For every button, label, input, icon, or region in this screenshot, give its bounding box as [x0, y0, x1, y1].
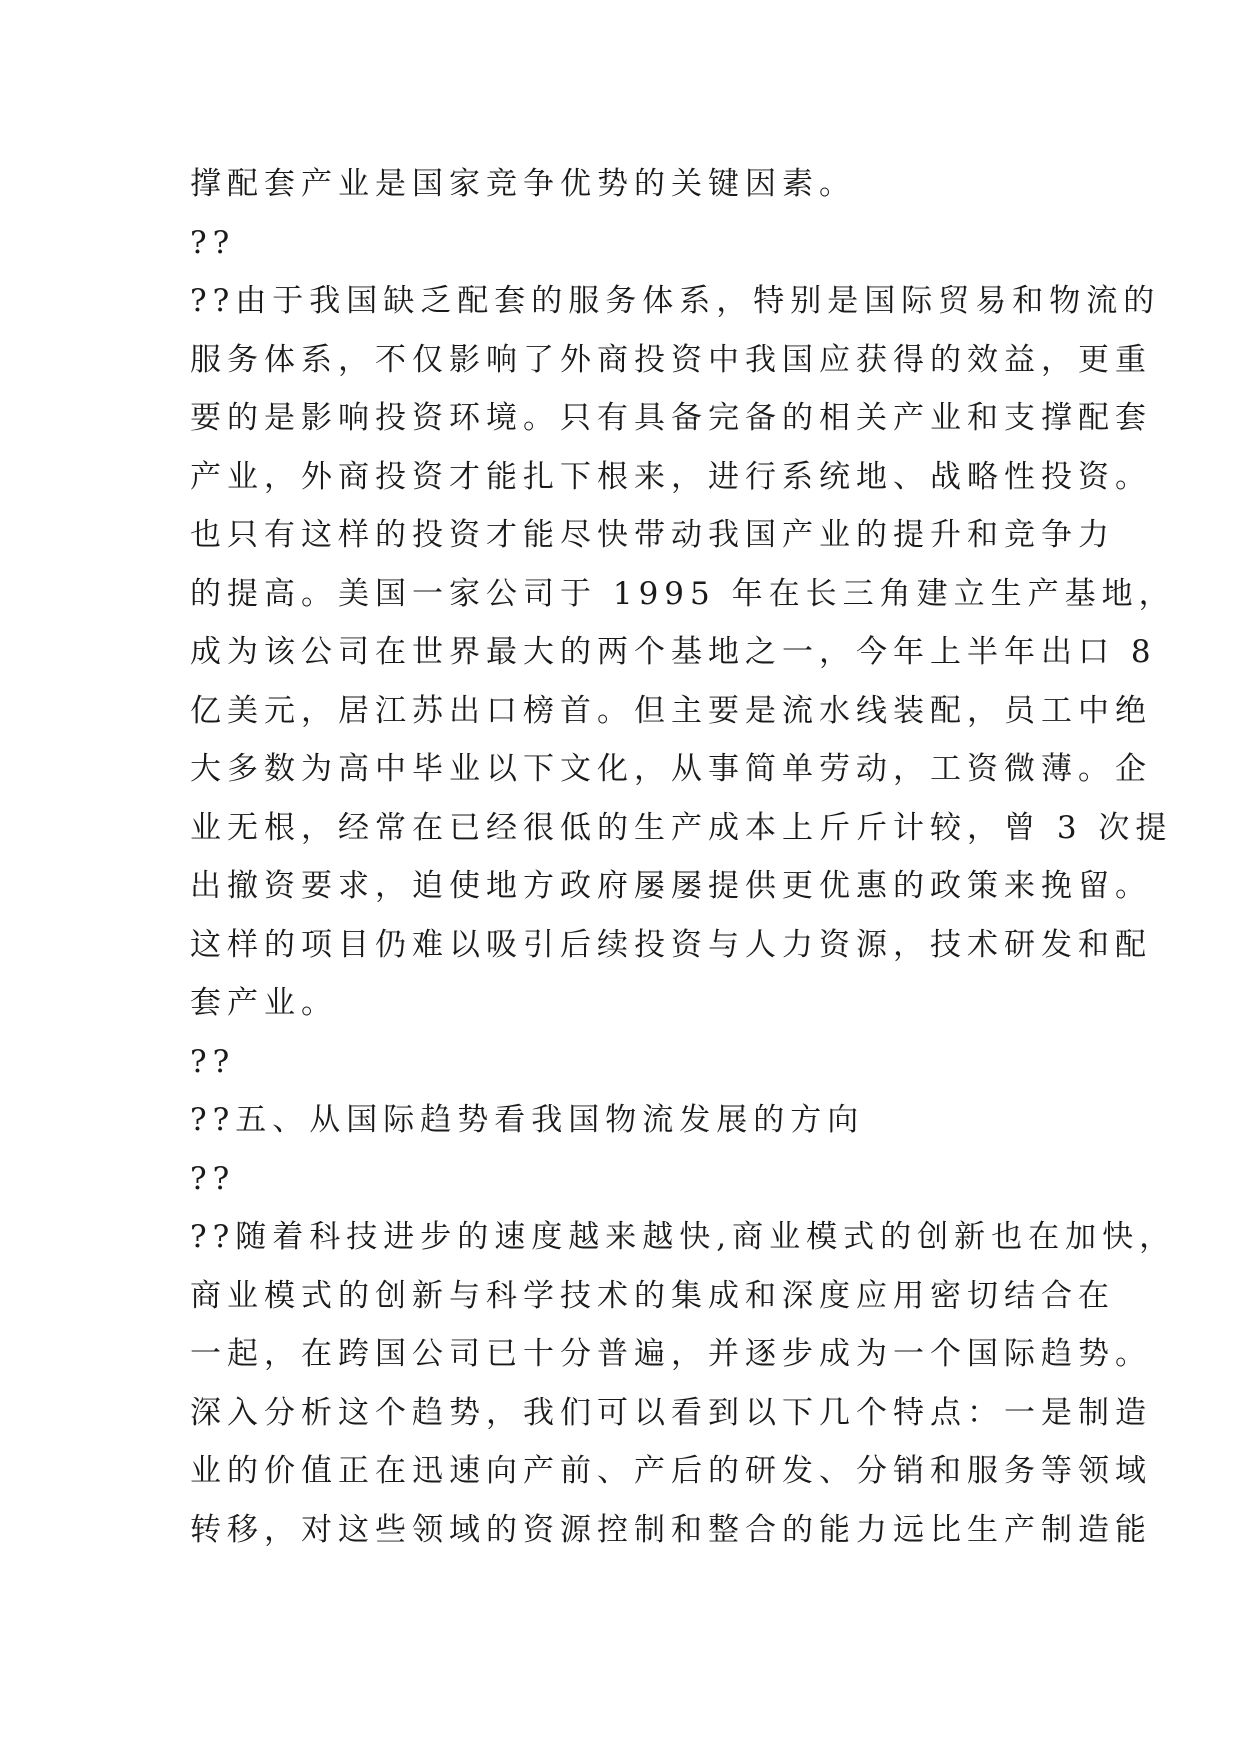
text-line: ?? — [190, 1043, 236, 1080]
text-line: ??由于我国缺乏配套的服务体系，特别是国际贸易和物流的 — [190, 283, 1161, 319]
text-line: 也只有这样的投资才能尽快带动我国产业的提升和竞争力 — [190, 517, 1115, 553]
text-line: 业无根，经常在已经很低的生产成本上斤斤计较，曾 3 次提 — [190, 809, 1173, 846]
text-line: 转移，对这些领域的资源控制和整合的能力远比生产制造能 — [190, 1511, 1152, 1548]
text-line: 成为该公司在世界最大的两个基地之一，今年上半年出口 8 — [190, 634, 1157, 670]
text-line: 出撤资要求，迫使地方政府屡屡提供更优惠的政策来挽留。 — [190, 868, 1152, 904]
text-line: 商业模式的创新与科学技术的集成和深度应用密切结合在 — [190, 1277, 1115, 1314]
text-line: 产业，外商投资才能扎下根来，进行系统地、战略性投资。 — [190, 458, 1152, 495]
text-line: 业的价值正在迅速向产前、产后的研发、分销和服务等领域 — [190, 1453, 1152, 1489]
text-line: 撑配套产业是国家竞争优势的关键因素。 — [190, 166, 856, 202]
text-line: ?? — [190, 224, 236, 261]
text-line: 的提高。美国一家公司于 1995 年在长三角建立生产基地， — [190, 575, 1176, 612]
text-line: 亿美元，居江苏出口榜首。但主要是流水线装配，员工中绝 — [190, 692, 1152, 729]
text-line: 一起，在跨国公司已十分普遍，并逐步成为一个国际趋势。 — [190, 1336, 1152, 1372]
text-line: 深入分析这个趋势，我们可以看到以下几个特点：一是制造 — [190, 1394, 1152, 1431]
document-body — [190, 155, 1177, 1559]
text-line: ??随着科技进步的速度越来越快,商业模式的创新也在加快， — [190, 1219, 1177, 1255]
text-line: 大多数为高中毕业以下文化，从事简单劳动，工资微薄。企 — [190, 751, 1152, 787]
text-line: 要的是影响投资环境。只有具备完备的相关产业和支撑配套 — [190, 400, 1152, 436]
section-heading: ??五、从国际趋势看我国物流发展的方向 — [190, 1102, 865, 1138]
text-line: 套产业。 — [190, 985, 338, 1021]
text-line: 服务体系，不仅影响了外商投资中我国应获得的效益，更重 — [190, 341, 1152, 378]
text-line: 这样的项目仍难以吸引后续投资与人力资源，技术研发和配 — [190, 926, 1152, 963]
text-line: ?? — [190, 1160, 236, 1197]
